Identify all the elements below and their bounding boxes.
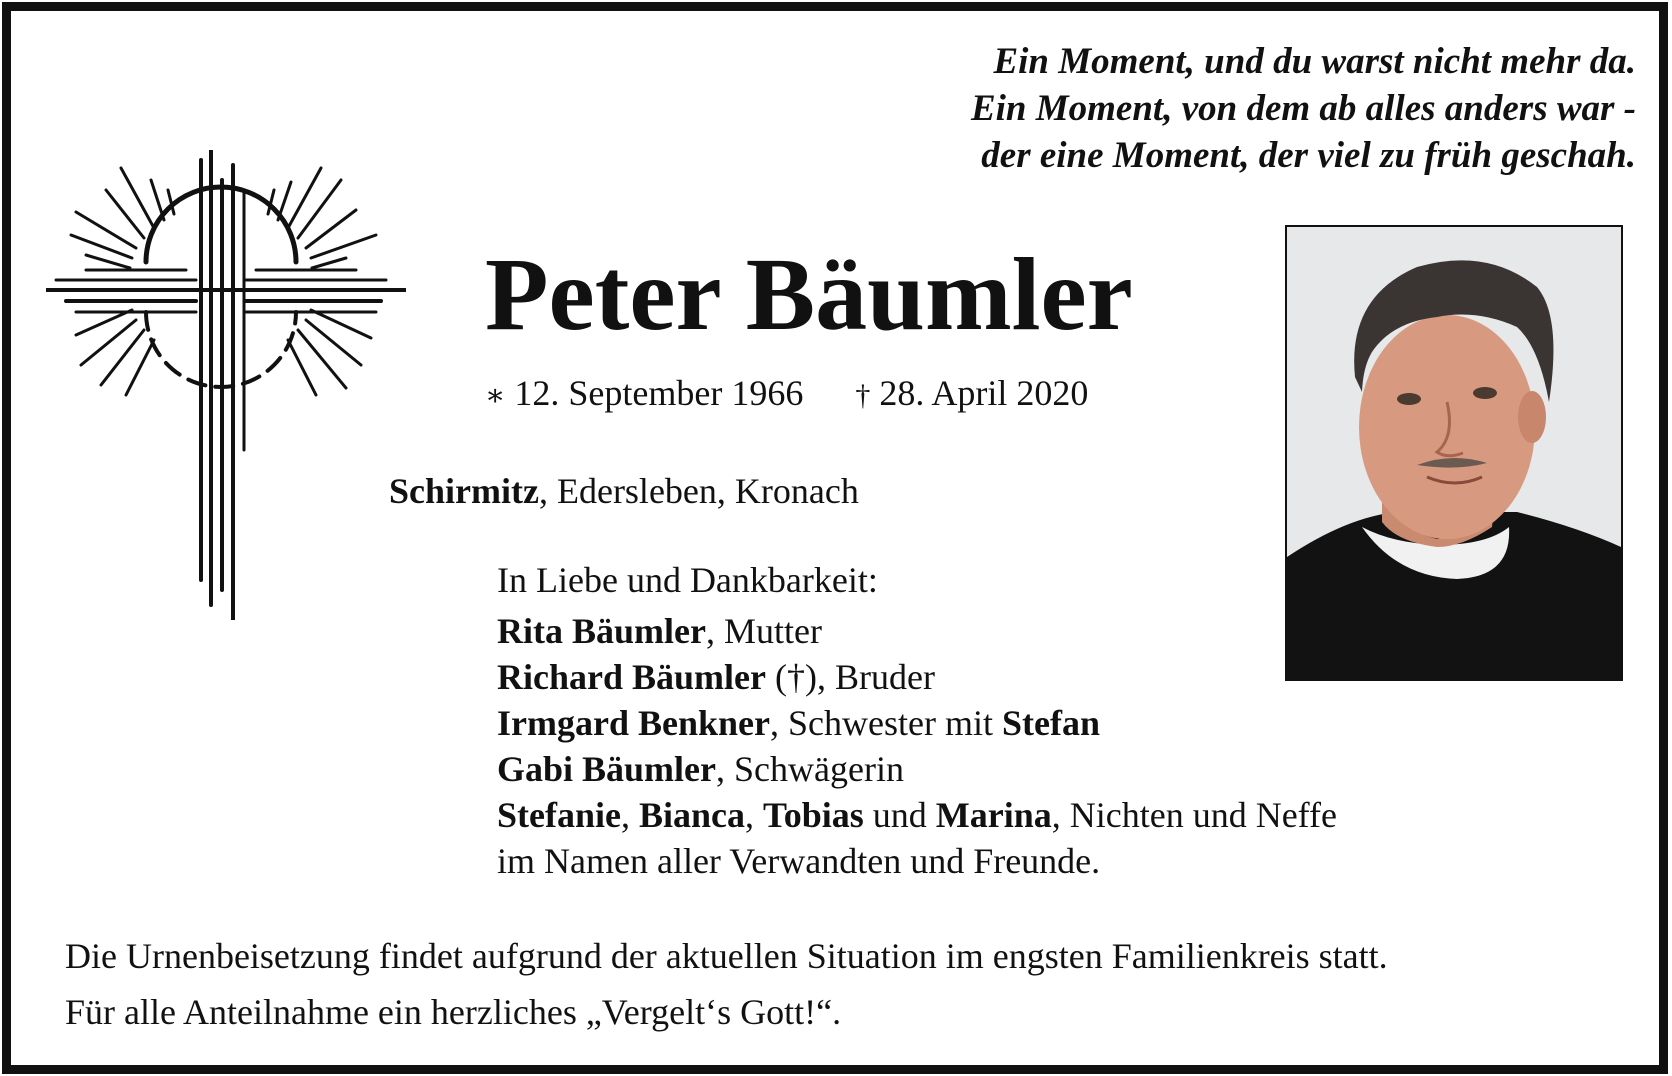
cross-with-sun-rays-icon xyxy=(46,150,406,620)
places xyxy=(389,470,859,512)
mourner-relation: , Schwägerin xyxy=(716,749,904,789)
birth-date: 12. September 1966 xyxy=(514,373,804,413)
mourner-sep: , xyxy=(620,795,639,835)
mourner-relation: , Nichten und Neffe xyxy=(1051,795,1337,835)
mourner-row xyxy=(497,608,1337,654)
quote-line-1: Ein Moment, und du warst nicht mehr da. xyxy=(993,41,1636,82)
mourner-name: Stefan xyxy=(1001,703,1100,743)
quote-line-3: der eine Moment, der viel zu früh geschah. xyxy=(981,135,1636,176)
mourner-row xyxy=(497,792,1337,838)
place-primary: Schirmitz xyxy=(389,471,539,511)
mourner-name: Bianca xyxy=(638,795,745,835)
death-date: 28. April 2020 xyxy=(879,373,1089,413)
place-rest: , Edersleben, Kronach xyxy=(538,471,859,511)
birth-symbol: ∗ xyxy=(485,379,506,412)
mourner-name: Marina xyxy=(935,795,1052,835)
portrait-photo xyxy=(1285,225,1623,681)
mourner-sep: und xyxy=(863,795,936,835)
mourner-name: Irmgard Benkner xyxy=(497,703,770,743)
mourner-name: Stefanie xyxy=(497,795,621,835)
mourners-list xyxy=(497,557,1337,884)
mourner-row xyxy=(497,700,1337,746)
deceased-name: Peter Bäumler xyxy=(485,237,1133,352)
footer-line-2: Für alle Anteilnahme ein herzliches „Vergelt‘s Gott!“. xyxy=(65,992,842,1032)
mourners-closing: im Namen aller Verwandten und Freunde. xyxy=(497,841,1101,881)
death-symbol: † xyxy=(855,379,871,412)
mourner-relation: , Schwester mit xyxy=(770,703,1002,743)
quote-line-2: Ein Moment, von dem ab alles anders war - xyxy=(970,88,1636,129)
mourner-row xyxy=(497,746,1337,792)
footer-note xyxy=(65,928,1388,1040)
mourners-intro: In Liebe und Dankbarkeit: xyxy=(497,560,878,600)
mourner-name: Rita Bäumler xyxy=(497,611,706,651)
mourner-name: Gabi Bäumler xyxy=(497,749,717,789)
mourner-relation: (†), Bruder xyxy=(765,657,935,697)
footer-line-1: Die Urnenbeisetzung findet aufgrund der aktuellen Situation im engsten Familienkreis statt. xyxy=(65,936,1388,976)
mourner-relation: , Mutter xyxy=(705,611,822,651)
mourner-name: Tobias xyxy=(763,795,864,835)
life-dates xyxy=(485,372,1088,417)
mourner-name: Richard Bäumler xyxy=(497,657,766,697)
mourner-row xyxy=(497,654,1337,700)
mourner-sep: , xyxy=(745,795,763,835)
memorial-quote xyxy=(971,38,1636,179)
